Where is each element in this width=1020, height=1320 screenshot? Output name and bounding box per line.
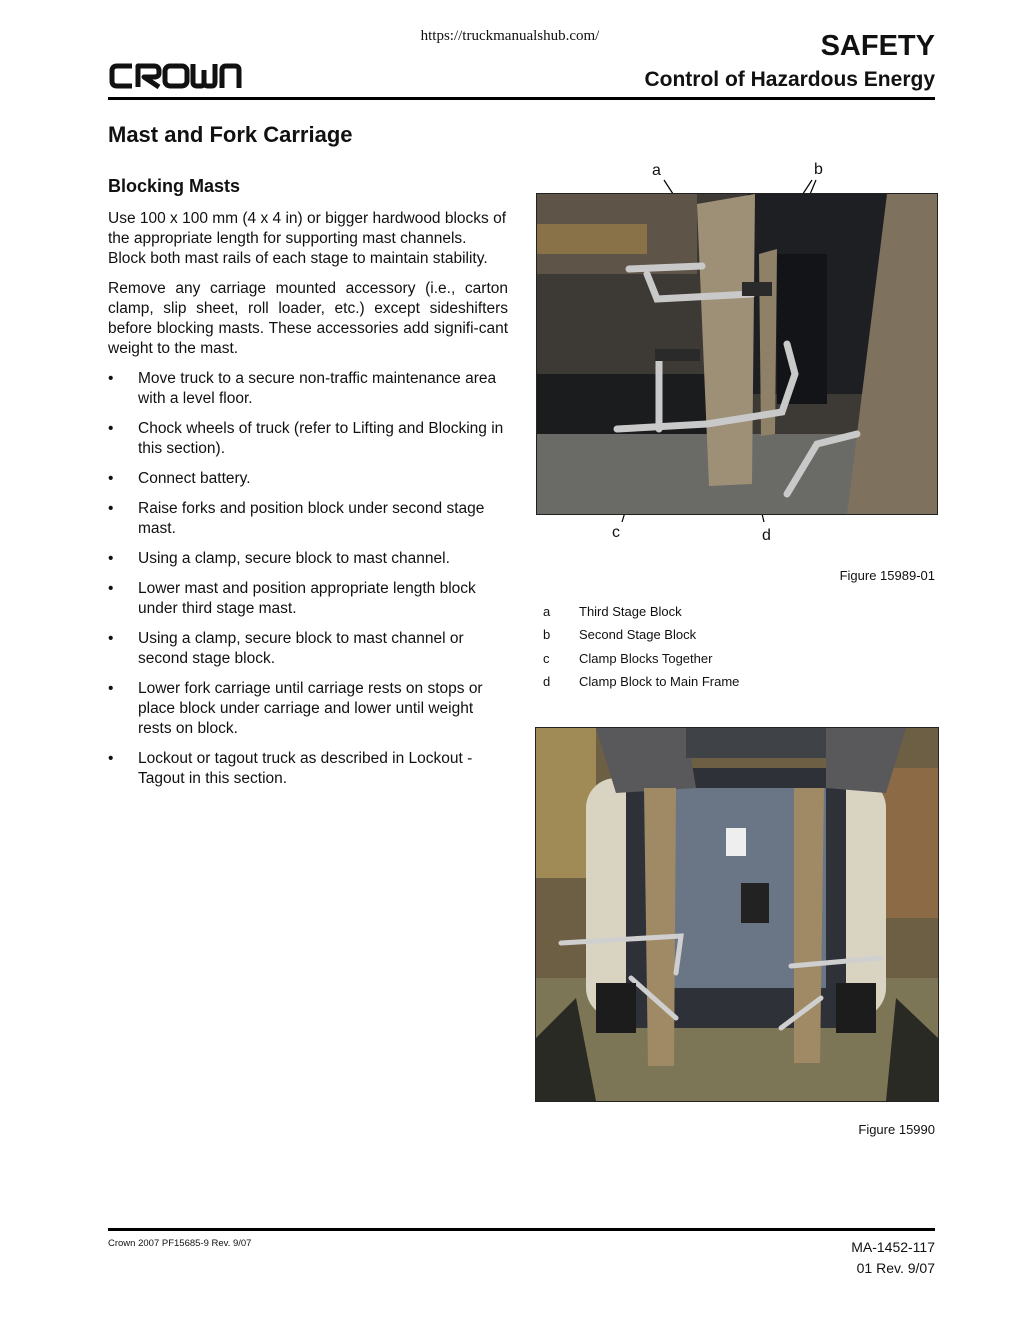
legend-key: d <box>543 673 551 689</box>
list-item: • Lower mast and position appropriate length block under third stage mast. <box>108 579 508 619</box>
figure-caption-2: Figure 15990 <box>858 1122 935 1137</box>
section-title: SAFETY <box>820 30 935 62</box>
list-item: • Using a clamp, secure block to mast channel or second stage block. <box>108 629 508 669</box>
legend-key: c <box>543 650 550 666</box>
list-item: • Lower fork carriage until carriage rests on stops or place block under carriage and lower until weight rests on block. <box>108 679 508 739</box>
callout-b: b <box>814 161 823 178</box>
list-item: • Connect battery. <box>108 469 508 489</box>
legend-text: Clamp Block to Main Frame <box>579 673 740 689</box>
section-subtitle: Control of Hazardous Energy <box>644 68 935 91</box>
legend-text: Clamp Blocks Together <box>579 650 713 666</box>
figure-legend <box>543 604 739 697</box>
legend-row-c <box>543 651 739 674</box>
footer-doc-id: MA-1452-117 <box>851 1239 935 1255</box>
list-item: • Lockout or tagout truck as described in Lockout - Tagout in this section. <box>108 749 508 789</box>
figure-truck-blocked-photo <box>535 727 939 1102</box>
legend-row-b <box>543 627 739 650</box>
legend-text: Second Stage Block <box>579 627 697 643</box>
paragraph-accessories: Remove any carriage mounted accessory (i.e., carton clamp, slip sheet, roll loader, etc.) except sideshifters before blocking masts. These accessories add signifi-cant weight to the mast. <box>108 280 508 357</box>
footer-divider <box>108 1228 935 1231</box>
callout-c: c <box>612 524 620 541</box>
figure-caption-1: Figure 15989-01 <box>839 568 935 583</box>
legend-row-d <box>543 674 739 697</box>
legend-row-a <box>543 604 739 627</box>
footer-copyright: Crown 2007 PF15685-9 Rev. 9/07 <box>108 1238 252 1249</box>
figure-mast-blocks-photo <box>536 193 938 515</box>
callout-a: a <box>652 162 661 179</box>
list-item: • Chock wheels of truck (refer to Lifting and Blocking in this section). <box>108 419 508 459</box>
footer-doc-number <box>851 1237 935 1279</box>
legend-key: b <box>543 627 551 643</box>
footer-revision: 01 Rev. 9/07 <box>856 1260 935 1276</box>
paragraph-blocks: Use 100 x 100 mm (4 x 4 in) or bigger hardwood blocks of the appropriate length for supporting mast channels. Block both mast rails of each stage to maintain stability. <box>108 210 507 267</box>
list-item: • Move truck to a secure non-traffic maintenance area with a level floor. <box>108 369 508 409</box>
legend-text: Third Stage Block <box>579 604 682 619</box>
section-heading: Blocking Masts <box>108 176 241 196</box>
page-title: Mast and Fork Carriage <box>108 122 353 147</box>
legend-key: a <box>543 604 551 619</box>
callout-d: d <box>762 527 771 544</box>
list-item: • Using a clamp, secure block to mast channel. <box>108 549 508 569</box>
list-item: • Raise forks and position block under second stage mast. <box>108 499 508 539</box>
source-url[interactable]: https://truckmanualshub.com/ <box>420 28 600 44</box>
